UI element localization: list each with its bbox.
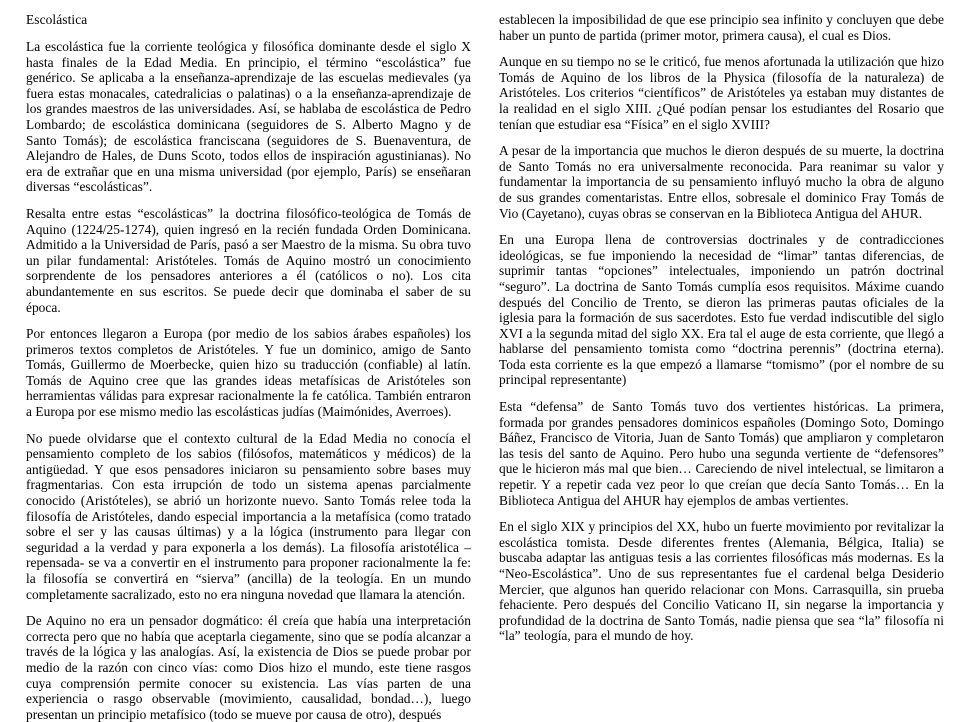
paragraph: En una Europa llena de controversias doctrinales y de contradicciones ideológicas, se fue imponiendo la necesidad de “limar” tantas diferencias, de suprimir tantas “opciones” intelectuales, imponiendo un patrón doctrinal “seguro”. La doctrina de Santo Tomás cumplía esos requisitos. Máxime cuando después del Concilio de Trento, se dieron las primeras pautas oficiales de la iglesia para la formación de sus sacerdotes. Esto fue verdad indiscutible del siglo XVI a la segunda mitad del siglo XX. Era tal el auge de esta corriente, que llegó a hablarse del pensamiento tomista como “doctrina perennis” (doctrina eterna). Toda esta corriente es la que empezó a llamarse “tomismo” (por el nombre de su principal representante) [499,232,944,388]
two-column-body [26,12,959,722]
paragraph: Resalta entre estas “escolásticas” la doctrina filosófico-teológica de Tomás de Aquino (1224/25-1274), quien ingresó en la recién fundada Orden Dominicana. Admitido a la Universidad de París, pasó a ser Maestro de la misma. Su obra tuvo un pilar fundamental: Aristóteles. Tomás de Aquino mostró un conocimiento sorprendente de los pensadores anteriores a él (católicos o no). Los cita abundantemente en sus escritos. Se puede decir que dominaba el saber de su época. [26,205,471,315]
paragraph: De Aquino no era un pensador dogmático: él creía que había una interpretación correcta pero que no había que aceptarla ciegamente, sino que se podía alcanzar a través de la lógica y las analogías. Así, la existencia de Dios se puede probar por medio de la razón con cinco vías: como Dios hizo el mundo, este tiene rasgos cuya comprensión permite conocer su existencia. Las vías parten de una experiencia o rasgo observable (movimiento, causalidad, bondad…), luego presentan un principio metafísico (todo se mueve por causa de otro), después [26,613,471,722]
paragraph: A pesar de la importancia que muchos le dieron después de su muerte, la doctrina de Santo Tomás no era universalmente reconocida. Para reanimar su valor y fundamentar la importancia de su pensamiento influyó mucho la obra de alguno de sus grandes comentaristas. Entre ellos, sobresale el dominico Fray Tomás de Vio (Cayetano), cuyas obras se conservan en la Biblioteca Antigua del AHUR. [499,143,944,221]
paragraph: Esta “defensa” de Santo Tomás tuvo dos vertientes históricas. La primera, formada por grandes pensadores dominicos españoles (Domingo Soto, Domingo Báñez, Francisco de Vitoria, Juan de Santo Tomás) que ampliaron y completaron las tesis del santo de Aquino. Pero hubo una segunda vertiente de “defensores” que le hicieron más mal que bien… Careciendo de nivel intelectual, se limitaron a repetir. Y a repetir cada vez peor lo que creían que decía Santo Tomás… En la Biblioteca Antigua del AHUR hay ejemplos de ambas vertientes. [499,399,944,508]
paragraph: No puede olvidarse que el contexto cultural de la Edad Media no conocía el pensamiento completo de los sabios (filósofos, matemáticos y médicos) de la antigüedad. Y que esos pensadores iniciaron su pensamiento sobre bases muy fragmentarias. Con esta irrupción de todo un sistema apenas parcialmente conocido (Aristóteles), se abrió un horizonte nuevo. Santo Tomás relee toda la filosofía de Aristóteles, dando especial importancia a la metafísica (como tratado sobre el ser y las causas últimas) y a la lógica (instrumento para llegar con seguridad a la verdad y para exponerla a los demás). La filosofía aristotélica –repensada- se va a convertir en el instrumento para proponer racionalmente la fe: la filosofía se convertirá en “sierva” (ancilla) de la teología. En un mundo completamente sacralizado, esto no era ninguna novedad que llamara la atención. [26,430,471,602]
paragraph: Aunque en su tiempo no se le criticó, fue menos afortunada la utilización que hizo Tomás de Aquino de los libros de la Physica (filosofía de la naturaleza) de Aristóteles. Los criterios “científicos” de Aristóteles ya estaban muy distantes de la realidad en el siglo XIII. ¿Qué podían pensar los estudiantes del Rosario que tenían que estudiar esa “Física” en el siglo XVIII? [499,54,944,132]
paragraph: Por entonces llegaron a Europa (por medio de los sabios árabes españoles) los primeros textos completos de Aristóteles. Y fue un dominico, amigo de Santo Tomás, Guillermo de Moerbecke, quien hizo su traducción (confiable) al latín. Tomás de Aquino cree que las grandes ideas metafísicas de Aristóteles son herramientas válidas para expresar racionalmente la fe católica. También entraron a Europa por ese mismo medio las escolásticas judías (Maimónides, Averroes). [26,326,471,420]
paragraph: En el siglo XIX y principios del XX, hubo un fuerte movimiento por revitalizar la escolástica tomista. Desde diferentes frentes (Alemania, Bélgica, Italia) se buscaba adaptar las antiguas tesis a las corrientes filosóficas más modernas. Es la “Neo-Escolástica”. Uno de sus representantes fue el cardenal belga Desiderio Mercier, que algunos han querido relacionar con Mons. Carrasquilla, sin prueba fehaciente. Pero después del Concilio Vaticano II, sin negarse la importancia y profundidad de la doctrina de Santo Tomás, nadie piensa que sea “la” filosofía ni “la” teología, para el mundo de hoy. [499,519,944,644]
paragraph: La escolástica fue la corriente teológica y filosófica dominante desde el siglo X hasta finales de la Edad Media. En principio, el término “escolástica” fue genérico. Se aplicaba a la enseñanza-aprendizaje de las escuelas medievales (ya fuera estas monacales, catedralicias o palatinas) o a la enseñanza-aprendizaje de los grandes maestros de las universidades. Así, se hablaba de escolástica de Pedro Lombardo; de escolástica dominicana (seguidores de S. Alberto Magno y de Santo Tomás); de escolástica franciscana (seguidores de S. Buenaventura, de Alejandro de Hales, de Duns Scoto, todos ellos de inspiración agustinianas). No era de extrañar que en una misma universidad (por ejemplo, París) se enseñaran diversas “escolásticas”. [26,39,471,195]
left-column [26,12,471,722]
paragraph: establecen la imposibilidad de que ese principio sea infinito y concluyen que debe haber un punto de partida (primer motor, primera causa), el cual es Dios. [499,12,944,43]
right-column [499,12,944,644]
page-title: Escolástica [26,12,88,27]
